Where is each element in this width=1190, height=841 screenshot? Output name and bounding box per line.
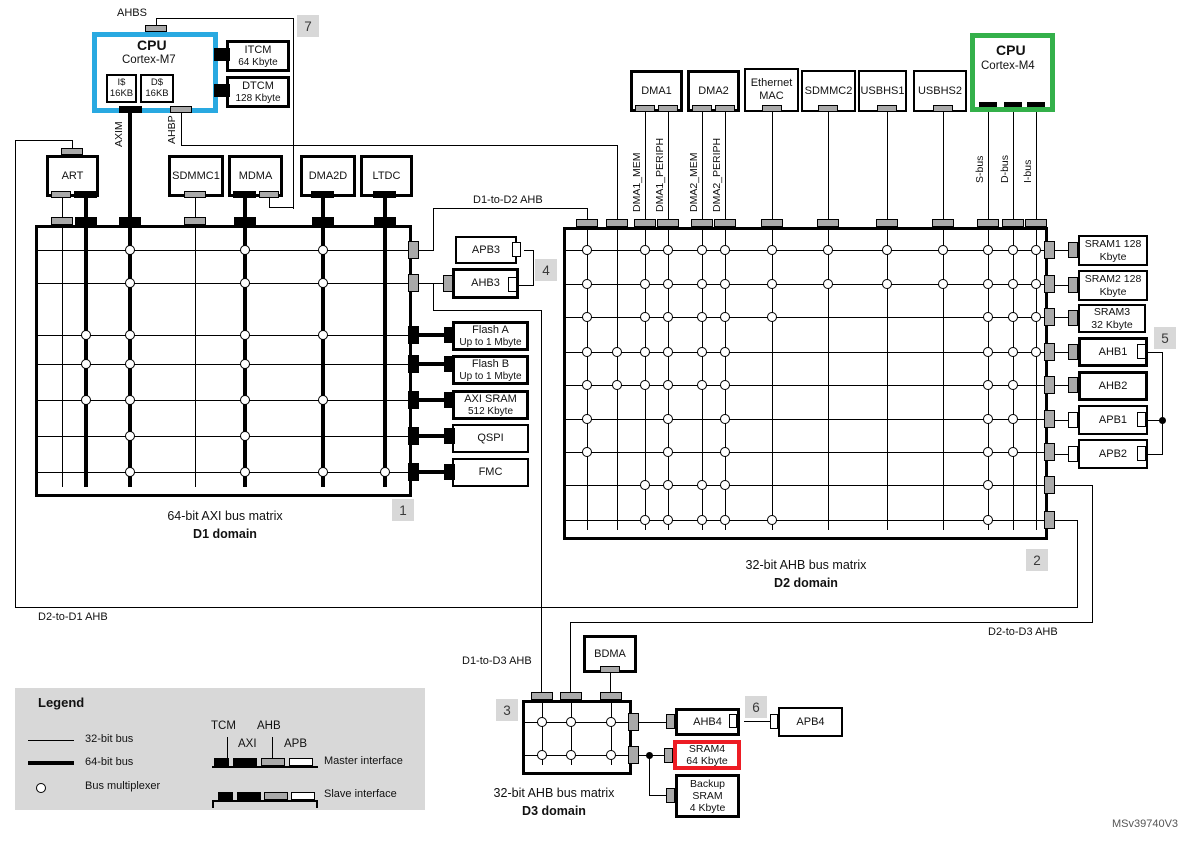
bus-line [1162, 352, 1163, 455]
apb4-label: APB4 [796, 715, 825, 728]
flash-b-line1: Flash B [471, 357, 510, 370]
bus-interface-port [184, 217, 206, 225]
s-bus-label: S-bus [974, 155, 986, 183]
bus-line [416, 333, 446, 337]
dma1-periph-label: DMA1_PERIPH [654, 137, 666, 212]
ahb3-label: AHB3 [471, 277, 500, 290]
bus-interface-port [444, 428, 455, 444]
bus-line [316, 800, 318, 808]
bus-interface-port [1068, 277, 1078, 293]
bus-line [610, 673, 611, 693]
bus-line [416, 470, 446, 474]
bus-interface-port [408, 391, 419, 409]
legend-title: Legend [38, 695, 85, 710]
bus-interface-port [444, 327, 455, 343]
bus-interface-port [214, 758, 229, 766]
bus-interface-port [666, 714, 675, 729]
bus-interface-port [373, 191, 396, 198]
bus-interface-port [145, 25, 167, 32]
bus-interface-port [1027, 102, 1045, 107]
bus-interface-port [1044, 343, 1055, 361]
bus-line [1054, 485, 1093, 486]
backup-sram-line1: Backup [689, 777, 726, 790]
dcache-block [140, 74, 174, 103]
bus-interface-port [408, 355, 419, 373]
d3-caption-line1: 32-bit AHB bus matrix [493, 786, 615, 800]
bus-interface-port [729, 714, 737, 728]
sdmmc1-label: SDMMC1 [172, 169, 220, 182]
bus-interface-port [74, 191, 97, 198]
bus-interface-port [408, 326, 419, 344]
dtcm-line2: 128 Kbyte [235, 92, 281, 104]
itcm-line2: 64 Kbyte [238, 56, 278, 68]
bus-interface-port [560, 692, 582, 700]
bus-line [15, 607, 1078, 608]
legend-mux-label: Bus multiplexer [85, 780, 161, 792]
bus-line [519, 285, 534, 286]
bus-interface-port [876, 219, 898, 227]
i-bus-label: I-bus [1022, 159, 1034, 183]
dma1-mem-label: DMA1_MEM [631, 152, 643, 212]
ahbp-label: AHBP [166, 115, 178, 144]
bus-interface-port [75, 217, 97, 225]
bus-line [416, 283, 444, 284]
bus-interface-port [311, 191, 334, 198]
bus-line [638, 722, 666, 723]
apb3-label: APB3 [471, 243, 501, 256]
sram4-line2: 64 Kbyte [686, 755, 728, 767]
sram2-block [1078, 270, 1148, 301]
dma2-periph-label: DMA2_PERIPH [711, 137, 723, 212]
bus-interface-port [119, 217, 141, 225]
bus-interface-port [664, 748, 673, 763]
bus-interface-port [1068, 412, 1078, 428]
bus-interface-port [715, 105, 735, 112]
bus-line [15, 140, 73, 141]
bus-line [416, 362, 446, 366]
fmc-block [452, 458, 529, 487]
bus-line [570, 622, 571, 693]
bus-interface-port [762, 105, 782, 112]
sram2-line1: SRAM2 128 [1084, 273, 1142, 286]
sram1-line2: Kbyte [1099, 250, 1127, 263]
bus-line [645, 112, 646, 220]
bus-line [293, 18, 294, 209]
bus-interface-port [1044, 410, 1055, 428]
bus-line [416, 398, 446, 402]
note-badge-4: 4 [535, 259, 557, 281]
bus-interface-port [408, 274, 419, 292]
bus-line [702, 112, 703, 220]
bus-interface-port [933, 105, 953, 112]
bus-interface-port [1025, 219, 1047, 227]
bus-interface-port [1068, 446, 1078, 462]
bus-interface-port [1044, 376, 1055, 394]
backup-sram-line2: SRAM [692, 789, 723, 802]
bus-line [227, 737, 228, 758]
bus-interface-port [259, 191, 279, 198]
legend-apb-label: APB [284, 738, 308, 750]
bus-line [533, 250, 534, 286]
bus-line [1147, 454, 1163, 455]
junction-dot [1159, 417, 1166, 424]
fmc-label: FMC [478, 466, 503, 479]
bus-interface-port [600, 692, 622, 700]
bus-line [887, 112, 888, 220]
bus-interface-port [51, 191, 71, 198]
bus-matrix-1 [35, 225, 412, 497]
bus-interface-port [51, 217, 73, 225]
note-badge-7: 7 [297, 15, 319, 37]
bus-interface-port [444, 356, 455, 372]
bus-matrix-3 [522, 700, 632, 775]
bus-interface-port [977, 219, 999, 227]
bus-interface-port [877, 105, 897, 112]
bus-interface-port [692, 105, 712, 112]
legend-master-label: Master interface [324, 755, 403, 767]
bus-interface-port [508, 277, 517, 292]
bus-interface-port [628, 746, 639, 764]
flash-b-block [452, 355, 529, 385]
d1-caption-line1: 64-bit AXI bus matrix [167, 509, 283, 523]
bus-interface-port [1044, 443, 1055, 461]
bus-interface-port [444, 464, 455, 480]
apb3-block [455, 236, 517, 264]
bus-interface-port [714, 219, 736, 227]
bus-interface-port [1068, 310, 1078, 326]
sram3-line1: SRAM3 [1093, 306, 1131, 319]
bus-line [212, 766, 318, 768]
bus-line [725, 112, 726, 220]
dtcm-block [226, 76, 290, 108]
bus-interface-port [1137, 344, 1146, 359]
dcache-line2: 16KB [145, 87, 169, 99]
bus-line [433, 208, 588, 209]
bus-line [617, 145, 618, 227]
route-d1-d2-label: D1-to-D2 AHB [473, 194, 543, 206]
bus-interface-port [408, 463, 419, 481]
bus-interface-port [408, 241, 419, 259]
bus-line [15, 140, 16, 608]
bus-interface-port [761, 219, 783, 227]
bus-line [433, 208, 434, 251]
bus-interface-port [214, 84, 230, 97]
bus-interface-port [444, 392, 455, 408]
usbhs2-label: USBHS2 [917, 84, 963, 97]
legend-32bit-label: 32-bit bus [85, 733, 134, 745]
bus-line [269, 197, 270, 208]
dtcm-line1: DTCM [242, 79, 274, 92]
bus-interface-port [932, 219, 954, 227]
ahb4-label: AHB4 [693, 715, 722, 728]
usbhs1-label: USBHS1 [860, 84, 905, 97]
sram1-block [1078, 235, 1148, 266]
bus-line [181, 110, 182, 146]
flash-b-line2: Up to 1 Mbyte [459, 370, 522, 382]
ahb2-block [1078, 371, 1148, 401]
bus-interface-port [606, 219, 628, 227]
sram2-line2: Kbyte [1099, 285, 1127, 298]
ahb1-label: AHB1 [1098, 345, 1128, 358]
bus-interface-port [170, 106, 192, 113]
note-badge-6: 6 [745, 696, 767, 718]
bus-line [28, 740, 74, 741]
itcm-line1: ITCM [244, 43, 272, 56]
bus-matrix-2 [563, 227, 1048, 540]
bus-interface-port [119, 106, 142, 113]
icache-line1: I$ [117, 76, 126, 88]
legend-axi-label: AXI [238, 738, 257, 750]
sdmmc2-label: SDMMC2 [804, 84, 853, 97]
note-badge-3: 3 [496, 699, 518, 721]
cpu-m4-core: Cortex-M4 [981, 60, 1035, 72]
bus-interface-port [1044, 308, 1055, 326]
bus-interface-port [666, 788, 675, 803]
d1-caption-line2: D1 domain [193, 527, 257, 541]
legend-tcm-label: TCM [211, 720, 236, 732]
legend-64bit-label: 64-bit bus [85, 756, 134, 768]
sram1-line1: SRAM1 128 [1084, 238, 1142, 251]
bus-interface-port [443, 275, 453, 292]
cpu-m7-title: CPU [137, 37, 167, 53]
bus-interface-port [1002, 219, 1024, 227]
ethernet-line1: Ethernet [750, 77, 793, 90]
bus-line [433, 283, 434, 311]
figure-reference: MSv39740V3 [1112, 818, 1179, 830]
sram4-line1: SRAM4 [688, 742, 726, 755]
bus-interface-port [1044, 476, 1055, 494]
bus-line [1013, 112, 1014, 220]
bus-line [1092, 485, 1093, 623]
bus-line [156, 18, 294, 19]
bus-interface-port [817, 219, 839, 227]
bus-line [1054, 520, 1078, 521]
dma1-label: DMA1 [641, 84, 672, 97]
bus-interface-port [818, 105, 838, 112]
bus-line [828, 112, 829, 220]
bus-interface-port [261, 758, 285, 766]
bus-interface-port [234, 217, 256, 225]
bus-line [1077, 520, 1078, 608]
legend-ahb-label: AHB [257, 720, 281, 732]
bus-interface-port [233, 191, 256, 198]
flash-a-line1: Flash A [472, 323, 509, 336]
d-bus-label: D-bus [999, 154, 1011, 183]
dma2-label: DMA2 [698, 84, 729, 97]
route-d2-d1-label: D2-to-D1 AHB [38, 611, 108, 623]
bus-line [433, 310, 542, 311]
art-label: ART [61, 169, 84, 182]
dma2-mem-label: DMA2_MEM [688, 152, 700, 212]
bus-line [943, 112, 944, 220]
bus-interface-port [1137, 446, 1146, 461]
legend-slave-label: Slave interface [324, 788, 397, 800]
cpu-m4-title: CPU [996, 42, 1026, 58]
note-badge-1: 1 [392, 499, 414, 521]
bus-interface-port [635, 105, 655, 112]
mdma-label: MDMA [238, 169, 273, 182]
bus-interface-port [600, 666, 620, 673]
bus-interface-port [408, 427, 419, 445]
flash-a-block [452, 321, 529, 351]
d3-caption-line2: D3 domain [522, 804, 586, 818]
junction-dot [646, 752, 653, 759]
icache-block [106, 74, 137, 103]
bus-interface-port [1044, 275, 1055, 293]
note-badge-2: 2 [1026, 549, 1048, 571]
bus-interface-port [61, 148, 83, 155]
bus-interface-port [1068, 344, 1078, 360]
sram3-line2: 32 Kbyte [1091, 318, 1133, 331]
bus-line [988, 112, 989, 220]
bus-interface-port [214, 48, 230, 61]
bus-interface-port [1068, 377, 1078, 393]
bus-line [269, 207, 294, 208]
itcm-block [226, 40, 290, 72]
dma2d-label: DMA2D [308, 169, 348, 182]
bus-line [416, 434, 446, 438]
axi-sram-line1: AXI SRAM [464, 392, 517, 405]
bus-line [212, 800, 318, 802]
bus-interface-port [657, 219, 679, 227]
bus-line [1036, 112, 1037, 220]
bus-multiplexer [36, 783, 46, 793]
apb1-label: APB1 [1098, 413, 1128, 426]
bus-line [541, 310, 542, 692]
axim-label: AXIM [113, 121, 125, 147]
bus-interface-port [291, 792, 315, 800]
bus-interface-port [374, 217, 396, 225]
bdma-label: BDMA [594, 647, 626, 660]
bus-line [772, 112, 773, 220]
bus-interface-port [1044, 511, 1055, 529]
bus-interface-port [184, 191, 206, 198]
bus-interface-port [218, 792, 233, 800]
d2-caption-line1: 32-bit AHB bus matrix [745, 558, 867, 572]
sram4-block [673, 740, 741, 770]
bus-line [272, 737, 273, 758]
cpu-m7-core: Cortex-M7 [122, 54, 176, 66]
apb4-block [778, 707, 843, 737]
bus-interface-port [1044, 241, 1055, 259]
bus-interface-port [658, 105, 678, 112]
bus-interface-port [237, 792, 261, 800]
bus-line [570, 622, 1093, 623]
bus-interface-port [634, 219, 656, 227]
bus-interface-port [312, 217, 334, 225]
icache-line2: 16KB [109, 87, 134, 99]
ahb2-label: AHB2 [1098, 379, 1128, 392]
ethernet-line2: MAC [759, 90, 784, 102]
qspi-label: QSPI [477, 432, 504, 445]
ltdc-label: LTDC [372, 169, 401, 182]
bus-interface-port [1004, 102, 1022, 107]
bus-line [744, 721, 771, 722]
d2-caption-line2: D2 domain [774, 576, 838, 590]
bus-interface-port [979, 102, 997, 107]
bus-line [181, 145, 618, 146]
bus-interface-port [770, 714, 778, 729]
bus-line [668, 112, 669, 220]
route-d2-d3-label: D2-to-D3 AHB [988, 626, 1058, 638]
bus-line [1147, 352, 1163, 353]
ahbs-label: AHBS [117, 7, 147, 19]
bus-interface-port [289, 758, 313, 766]
note-badge-5: 5 [1154, 327, 1176, 349]
bus-interface-port [1137, 412, 1146, 427]
bus-interface-port [691, 219, 713, 227]
bus-interface-port [233, 758, 257, 766]
apb2-label: APB2 [1098, 447, 1128, 460]
bus-interface-port [531, 692, 553, 700]
backup-sram-line3: 4 Kbyte [689, 802, 726, 815]
bus-interface-port [512, 242, 521, 257]
qspi-block [452, 424, 529, 453]
flash-a-line2: Up to 1 Mbyte [459, 336, 522, 348]
bus-line [128, 112, 132, 225]
bus-line [28, 761, 74, 765]
route-d1-d3-label: D1-to-D3 AHB [462, 655, 532, 667]
sram3-block [1078, 304, 1146, 333]
bus-interface-port [628, 713, 639, 731]
bus-interface-port [576, 219, 598, 227]
bus-interface-port [1068, 242, 1078, 258]
dcache-line1: D$ [150, 76, 164, 88]
backup-sram-block [675, 774, 740, 818]
bus-interface-port [264, 792, 288, 800]
axi-sram-block [452, 390, 529, 420]
axi-sram-line2: 512 Kbyte [467, 405, 514, 417]
bus-line [212, 800, 214, 808]
